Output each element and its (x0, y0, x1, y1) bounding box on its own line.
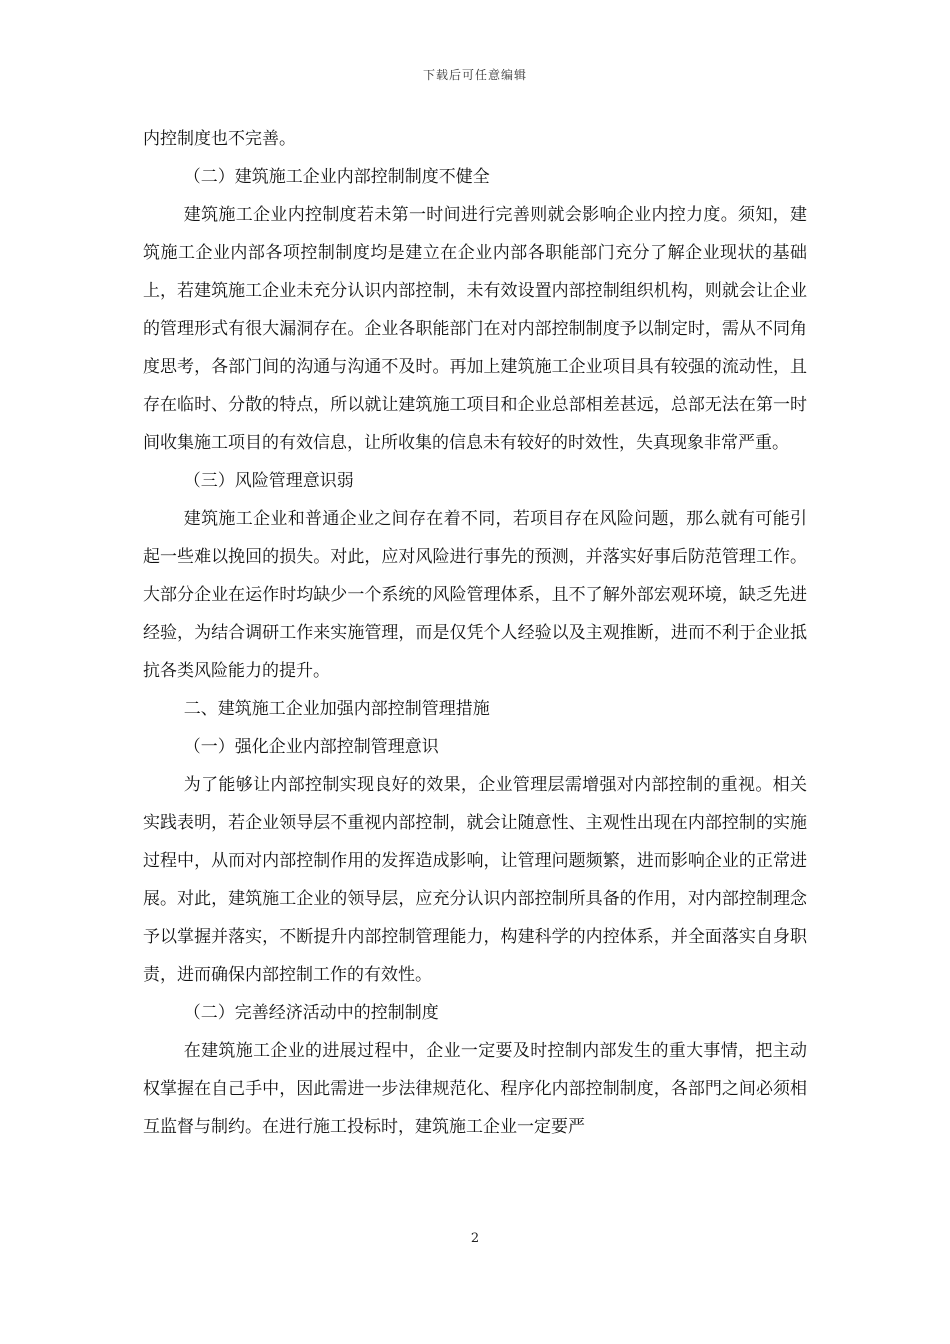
section-heading-1: （一）强化企业内部控制管理意识 (183, 737, 439, 757)
paragraph-continuation: 内控制度也不完善。 (143, 129, 296, 149)
section-heading-3: （三）风险管理意识弱 (183, 471, 354, 491)
chapter-heading-2: 二、建筑施工企业加强内部控制管理措施 (183, 699, 490, 719)
paragraph-awareness: 为了能够让内部控制实现良好的效果，企业管理层需增强对内部控制的重视。相关实践表明，若企业领导层不重视内部控制，就会让随意性、主观性出现在内部控制的实施过程中，从而对内部控制作用的发挥造成影响，让管理问题频繁，进而影响企业的正常进展。对此，建筑施工企业的领导层，应充分认识内部控制所具备的作用，对内部控制理念予以掌握并落实，不断提升内部控制管理能力，构建科学的内控体系，并全面落实自身职责，进而确保内部控制工作的有效性。 (143, 775, 807, 985)
page-number: 2 (470, 1231, 480, 1246)
paragraph-risk-management: 建筑施工企业和普通企业之间存在着不同，若项目存在风险问题，那么就有可能引起一些难以挽回的损失。对此，应对风险进行事先的预测，并落实好事后防范管理工作。大部分企业在运作时均缺少一个系统的风险管理体系，且不了解外部宏观环境，缺乏先进经验，为结合调研工作来实施管理，而是仅凭个人经验以及主观推断，进而不利于企业抵抗各类风险能力的提升。 (143, 509, 807, 681)
section-heading-2b: （二）完善经济活动中的控制制度 (183, 1003, 439, 1023)
section-heading-2: （二）建筑施工企业内部控制制度不健全 (183, 167, 490, 187)
document-body (143, 120, 807, 1146)
paragraph-economic-control: 在建筑施工企业的进展过程中，企业一定要及时控制内部发生的重大事情，把主动权掌握在自己手中，因此需进一步法律规范化、程序化内部控制制度，各部門之间必须相互监督与制约。在进行施工投标时，建筑施工企业一定要严 (143, 1041, 807, 1137)
paragraph-internal-control: 建筑施工企业内控制度若未第一时间进行完善则就会影响企业内控力度。须知，建筑施工企业内部各项控制制度均是建立在企业内部各职能部门充分了解企业现状的基础上，若建筑施工企业未充分认识内部控制，未有效设置内部控制组织机构，则就会让企业的管理形式有很大漏洞存在。企业各职能部门在对内部控制制度予以制定时，需从不同角度思考，各部门间的沟通与沟通不及时。再加上建筑施工企业项目具有较强的流动性，且存在临时、分散的特点，所以就让建筑施工项目和企业总部相差甚远，总部无法在第一时间收集施工项目的有效信息，让所收集的信息未有较好的时效性，失真现象非常严重。 (143, 205, 807, 453)
page-header: 下载后可任意编辑 (422, 68, 527, 82)
